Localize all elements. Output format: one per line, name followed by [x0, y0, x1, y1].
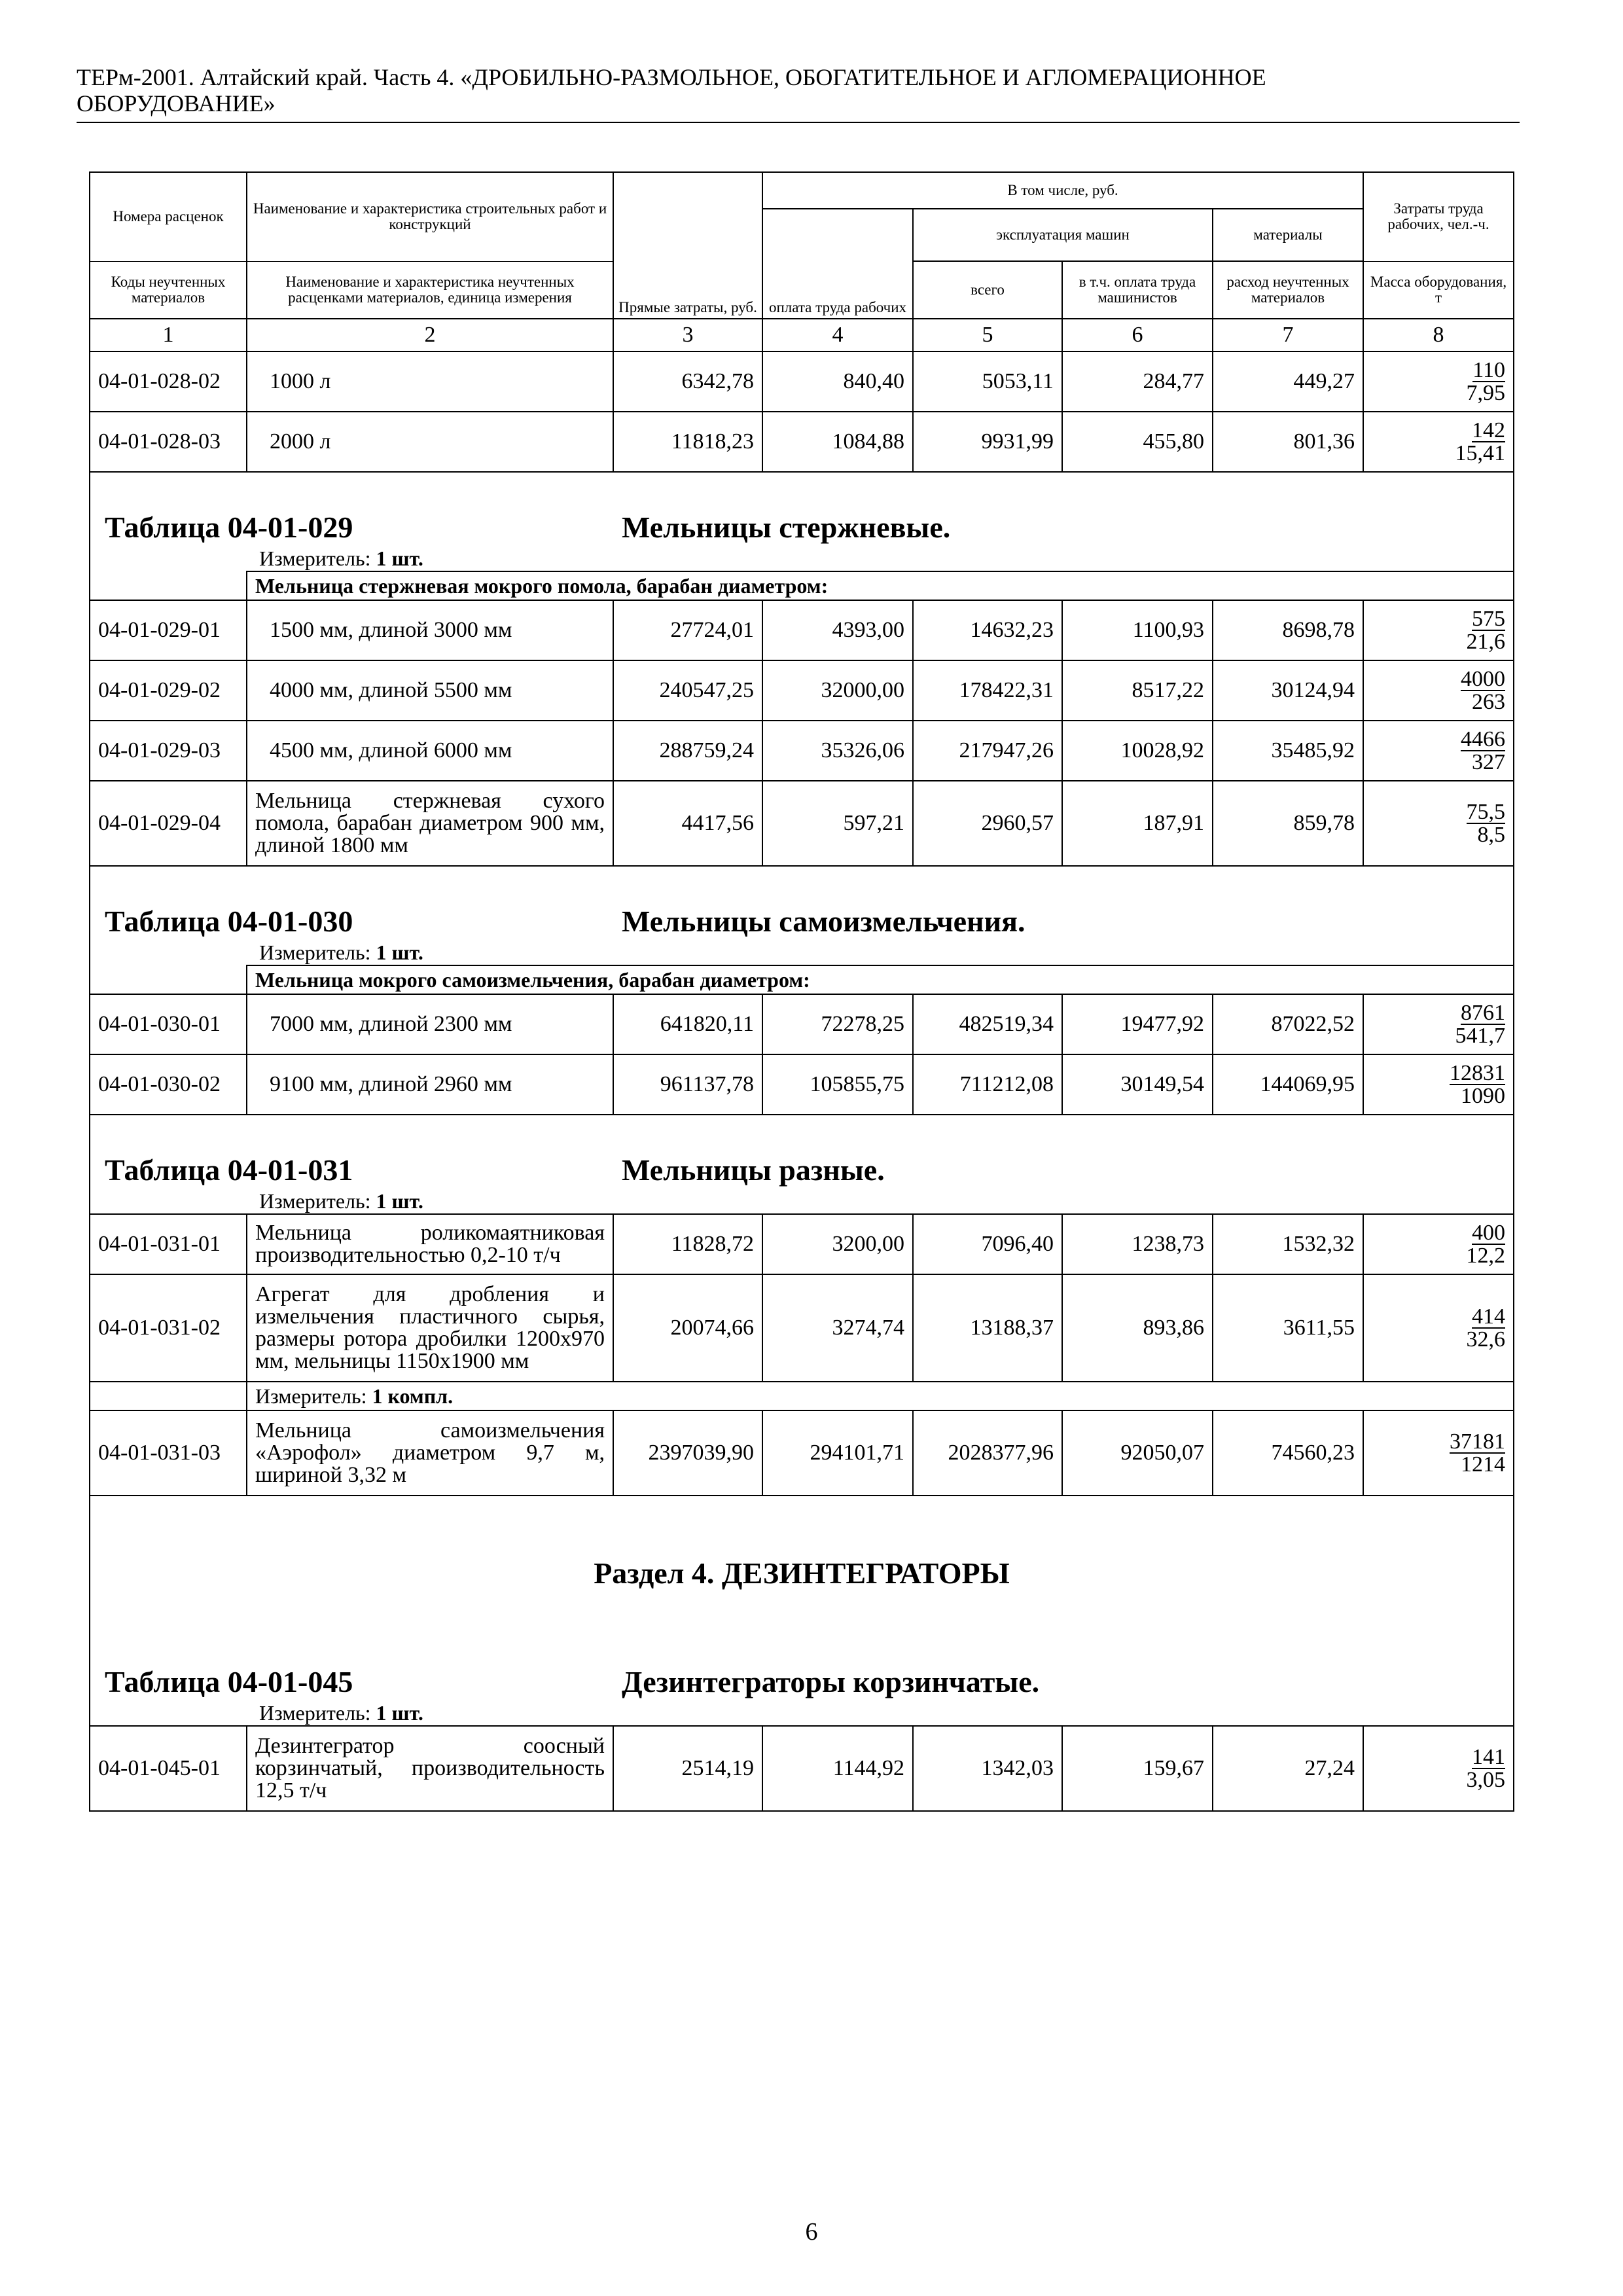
mass-value: 21,6	[1466, 629, 1506, 654]
table-row	[90, 600, 1514, 660]
row-code: 04-01-031-01	[90, 1214, 247, 1274]
row-code: 04-01-029-02	[90, 660, 247, 721]
table-row	[90, 1410, 1514, 1496]
hdr-naim: Наименование и характеристика строительных работ и конструкций	[247, 172, 613, 261]
hdr-pryamye: Прямые затраты, руб.	[613, 172, 762, 319]
row-ekspl: 5053,11	[913, 351, 1062, 412]
page-number: 6	[805, 2218, 818, 2246]
row-mashinisty: 1238,73	[1062, 1214, 1213, 1274]
table-name: Мельницы самоизмельчения.	[622, 905, 1026, 938]
table-row	[90, 1214, 1514, 1274]
row-pryamye: 2514,19	[613, 1726, 762, 1811]
labor-value: 12831	[1450, 1060, 1506, 1085]
meas-label: Измеритель:	[259, 941, 371, 964]
row-oplata: 840,40	[762, 351, 913, 412]
labor-value: 575	[1472, 606, 1506, 631]
meas-value: 1 шт.	[376, 1189, 423, 1213]
table-name: Мельницы разные.	[622, 1153, 885, 1187]
mass-value: 32,6	[1466, 1327, 1506, 1352]
hdr-nomera: Номера расценок	[90, 172, 247, 261]
row-labor-mass	[1363, 721, 1514, 781]
col-num: 3	[613, 319, 762, 351]
meas-label: Измеритель:	[259, 1189, 371, 1213]
table-row	[90, 1054, 1514, 1115]
mass-value: 327	[1472, 749, 1506, 774]
labor-value: 37181	[1450, 1429, 1506, 1454]
row-ekspl: 1342,03	[913, 1726, 1062, 1811]
header-line-2: ОБОРУДОВАНИЕ»	[77, 90, 276, 117]
table-title: Таблица 04-01-030	[105, 905, 353, 938]
hdr-ekspl: эксплуатация машин	[913, 209, 1213, 261]
hdr-zatraty: Затраты труда рабочих, чел.-ч.	[1363, 172, 1514, 261]
labor-value: 141	[1472, 1744, 1506, 1769]
row-mashinisty: 187,91	[1062, 781, 1213, 866]
row-labor-mass	[1363, 1214, 1514, 1274]
row-pryamye: 240547,25	[613, 660, 762, 721]
hdr-oplata: оплата труда рабочих	[762, 209, 913, 319]
meas-value: 1 компл.	[372, 1384, 454, 1408]
row-code: 04-01-030-01	[90, 994, 247, 1054]
row-oplata: 4393,00	[762, 600, 913, 660]
row-mashinisty: 92050,07	[1062, 1410, 1213, 1496]
row-materialy: 449,27	[1213, 351, 1363, 412]
row-ekspl: 2028377,96	[913, 1410, 1062, 1496]
labor-value: 75,5	[1466, 799, 1506, 824]
row-mashinisty: 19477,92	[1062, 994, 1213, 1054]
row-mashinisty: 8517,22	[1062, 660, 1213, 721]
mass-value: 1090	[1461, 1083, 1506, 1108]
hdr-vtom: В том числе, руб.	[762, 172, 1363, 209]
row-ekspl: 482519,34	[913, 994, 1062, 1054]
row-oplata: 35326,06	[762, 721, 913, 781]
row-code: 04-01-029-04	[90, 781, 247, 866]
row-name: 1500 мм, длиной 3000 мм	[247, 600, 613, 660]
row-name: 4000 мм, длиной 5500 мм	[247, 660, 613, 721]
row-materialy: 3611,55	[1213, 1274, 1363, 1382]
table-name: Мельницы стержневые.	[622, 511, 951, 544]
labor-value: 414	[1472, 1304, 1506, 1329]
row-pryamye: 27724,01	[613, 600, 762, 660]
row-pryamye: 11818,23	[613, 412, 762, 472]
table-row	[90, 660, 1514, 721]
row-name: 7000 мм, длиной 2300 мм	[247, 994, 613, 1054]
table-title: Таблица 04-01-031	[105, 1153, 353, 1187]
row-labor-mass	[1363, 781, 1514, 866]
mass-value: 541,7	[1455, 1023, 1506, 1048]
row-ekspl: 9931,99	[913, 412, 1062, 472]
col-num: 1	[90, 319, 247, 351]
hdr-rashod: расход неучтенных материалов	[1213, 261, 1363, 319]
hdr-massa: Масса оборудования, т	[1363, 261, 1514, 319]
hdr-naim-neuch: Наименование и характеристика неучтенных расценками материалов, единица измерения	[247, 261, 613, 319]
col-num: 8	[1363, 319, 1514, 351]
labor-value: 110	[1472, 357, 1506, 382]
row-code: 04-01-031-03	[90, 1410, 247, 1496]
row-oplata: 597,21	[762, 781, 913, 866]
col-num: 6	[1062, 319, 1213, 351]
col-num: 2	[247, 319, 613, 351]
hdr-vsego: всего	[913, 261, 1062, 319]
row-name: 1000 л	[247, 351, 613, 412]
row-materialy: 1532,32	[1213, 1214, 1363, 1274]
row-oplata: 1084,88	[762, 412, 913, 472]
meas-label: Измеритель:	[259, 1701, 371, 1725]
row-ekspl: 217947,26	[913, 721, 1062, 781]
row-oplata: 72278,25	[762, 994, 913, 1054]
row-code: 04-01-029-01	[90, 600, 247, 660]
table-row	[90, 1726, 1514, 1811]
row-labor-mass	[1363, 351, 1514, 412]
row-mashinisty: 893,86	[1062, 1274, 1213, 1382]
row-oplata: 3200,00	[762, 1214, 913, 1274]
column-numbers-row	[90, 319, 1514, 351]
meas-label: Измеритель:	[259, 547, 371, 570]
row-name: 4500 мм, длиной 6000 мм	[247, 721, 613, 781]
labor-value: 8761	[1461, 1000, 1506, 1025]
table-row	[90, 781, 1514, 866]
col-num: 4	[762, 319, 913, 351]
meas-value: 1 шт.	[376, 547, 423, 570]
row-mashinisty: 455,80	[1062, 412, 1213, 472]
row-ekspl: 7096,40	[913, 1214, 1062, 1274]
table-name: Дезинтеграторы корзинчатые.	[622, 1665, 1040, 1698]
row-labor-mass	[1363, 1274, 1514, 1382]
price-table	[89, 171, 1514, 1812]
section-heading: Раздел 4. ДЕЗИНТЕГРАТОРЫ	[594, 1556, 1010, 1590]
table-row	[90, 994, 1514, 1054]
table-section-030	[90, 866, 1514, 965]
mass-value: 1214	[1461, 1452, 1506, 1477]
row-materialy: 144069,95	[1213, 1054, 1363, 1115]
row-labor-mass	[1363, 412, 1514, 472]
row-code: 04-01-045-01	[90, 1726, 247, 1811]
row-code: 04-01-029-03	[90, 721, 247, 781]
row-materialy: 30124,94	[1213, 660, 1363, 721]
mass-value: 12,2	[1466, 1243, 1506, 1268]
measurement-unit	[247, 1382, 1514, 1410]
table-row	[90, 412, 1514, 472]
row-ekspl: 2960,57	[913, 781, 1062, 866]
row-mashinisty: 159,67	[1062, 1726, 1213, 1811]
row-oplata: 105855,75	[762, 1054, 913, 1115]
row-name: Агрегат для дробления и измельчения пластичного сырья, размеры ротора дробилки 1200x970 мм, мельницы 1150x1900 мм	[247, 1274, 613, 1382]
table-row	[90, 721, 1514, 781]
row-pryamye: 4417,56	[613, 781, 762, 866]
table-subhead: Мельница стержневая мокрого помола, барабан диаметром:	[247, 571, 1514, 600]
row-name: Мельница стержневая сухого помола, барабан диаметром 900 мм, длиной 1800 мм	[247, 781, 613, 866]
row-oplata: 1144,92	[762, 1726, 913, 1811]
header-rule	[77, 122, 1520, 123]
table-title: Таблица 04-01-045	[105, 1665, 353, 1698]
row-labor-mass	[1363, 1410, 1514, 1496]
row-name: 9100 мм, длиной 2960 мм	[247, 1054, 613, 1115]
row-oplata: 294101,71	[762, 1410, 913, 1496]
row-pryamye: 288759,24	[613, 721, 762, 781]
row-materialy: 801,36	[1213, 412, 1363, 472]
labor-value: 4466	[1461, 726, 1506, 751]
row-code: 04-01-028-03	[90, 412, 247, 472]
col-num: 5	[913, 319, 1062, 351]
row-name: Дезинтегратор соосный корзинчатый, производительность 12,5 т/ч	[247, 1726, 613, 1811]
labor-value: 4000	[1461, 666, 1506, 691]
measurement-unit	[98, 940, 1505, 965]
row-mashinisty: 10028,92	[1062, 721, 1213, 781]
row-materialy: 27,24	[1213, 1726, 1363, 1811]
row-code: 04-01-030-02	[90, 1054, 247, 1115]
row-oplata: 32000,00	[762, 660, 913, 721]
row-materialy: 74560,23	[1213, 1410, 1363, 1496]
hdr-materialy: материалы	[1213, 209, 1363, 261]
row-name: Мельница роликомаятниковая производительностью 0,2-10 т/ч	[247, 1214, 613, 1274]
row-labor-mass	[1363, 994, 1514, 1054]
row-code: 04-01-031-02	[90, 1274, 247, 1382]
page-header	[77, 64, 1520, 117]
row-labor-mass	[1363, 1054, 1514, 1115]
table-row	[90, 351, 1514, 412]
row-oplata: 3274,74	[762, 1274, 913, 1382]
section-razdel-4	[90, 1496, 1514, 1726]
row-ekspl: 14632,23	[913, 600, 1062, 660]
col-num: 7	[1213, 319, 1363, 351]
row-pryamye: 2397039,90	[613, 1410, 762, 1496]
hdr-vtch: в т.ч. оплата труда машинистов	[1062, 261, 1213, 319]
row-mashinisty: 30149,54	[1062, 1054, 1213, 1115]
row-materialy: 87022,52	[1213, 994, 1363, 1054]
mass-value: 15,41	[1455, 440, 1506, 465]
row-pryamye: 961137,78	[613, 1054, 762, 1115]
row-name: 2000 л	[247, 412, 613, 472]
row-pryamye: 20074,66	[613, 1274, 762, 1382]
row-pryamye: 641820,11	[613, 994, 762, 1054]
table-section-031	[90, 1115, 1514, 1214]
row-pryamye: 11828,72	[613, 1214, 762, 1274]
hdr-kody: Коды неучтенных материалов	[90, 261, 247, 319]
row-ekspl: 711212,08	[913, 1054, 1062, 1115]
row-labor-mass	[1363, 600, 1514, 660]
mass-value: 263	[1472, 689, 1506, 714]
measurement-unit	[98, 1189, 1505, 1213]
table-subhead: Мельница мокрого самоизмельчения, барабан диаметром:	[247, 965, 1514, 994]
row-materialy: 859,78	[1213, 781, 1363, 866]
row-mashinisty: 284,77	[1062, 351, 1213, 412]
table-title: Таблица 04-01-029	[105, 511, 353, 544]
header-line-1: ТЕРм-2001. Алтайский край. Часть 4. «ДРОБИЛЬНО-РАЗМОЛЬНОЕ, ОБОГАТИТЕЛЬНОЕ И АГЛОМЕРАЦИОННОЕ	[77, 64, 1266, 90]
labor-value: 142	[1472, 418, 1506, 442]
row-labor-mass	[1363, 660, 1514, 721]
row-materialy: 8698,78	[1213, 600, 1363, 660]
row-ekspl: 13188,37	[913, 1274, 1062, 1382]
row-materialy: 35485,92	[1213, 721, 1363, 781]
measurement-unit	[90, 1700, 1513, 1725]
mass-value: 7,95	[1466, 380, 1506, 405]
mass-value: 3,05	[1466, 1767, 1506, 1792]
mass-value: 8,5	[1477, 822, 1506, 847]
meas-value: 1 шт.	[376, 1701, 423, 1725]
meas-label: Измеритель:	[255, 1384, 367, 1408]
labor-value: 400	[1472, 1220, 1506, 1245]
measurement-unit	[98, 546, 1505, 571]
row-labor-mass	[1363, 1726, 1514, 1811]
row-mashinisty: 1100,93	[1062, 600, 1213, 660]
row-code: 04-01-028-02	[90, 351, 247, 412]
row-ekspl: 178422,31	[913, 660, 1062, 721]
table-section-029	[90, 472, 1514, 571]
meas-value: 1 шт.	[376, 941, 423, 964]
row-name: Мельница самоизмельчения «Аэрофол» диаметром 9,7 м, шириной 3,32 м	[247, 1410, 613, 1496]
table-row	[90, 1274, 1514, 1382]
row-pryamye: 6342,78	[613, 351, 762, 412]
